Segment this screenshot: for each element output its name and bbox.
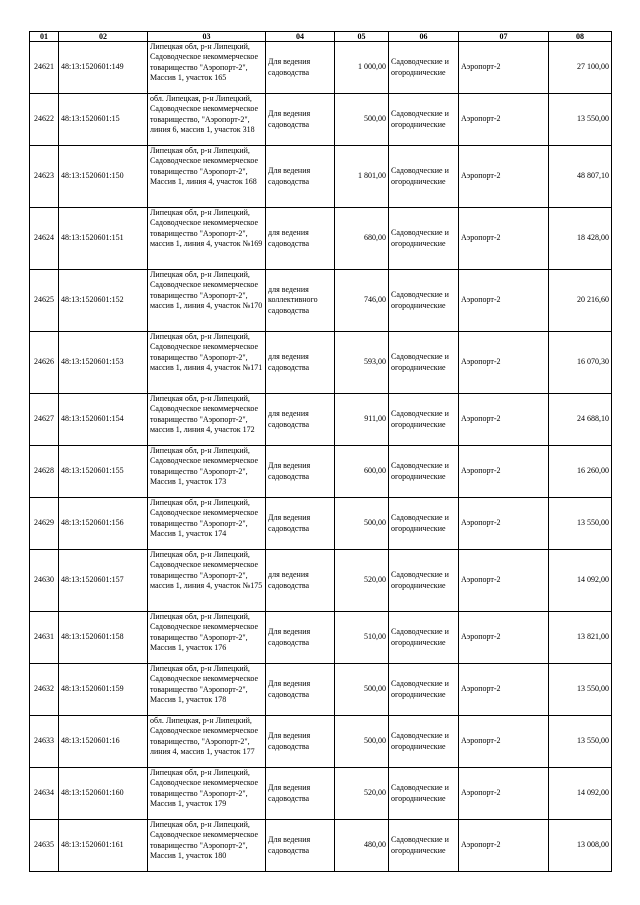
value-cell: 13 550,00 bbox=[549, 664, 612, 716]
row-number: 24621 bbox=[30, 42, 59, 94]
purpose-cell: для ведения коллективного садоводства bbox=[266, 270, 335, 332]
location-cell: Аэропорт-2 bbox=[459, 94, 549, 146]
value-cell: 13 550,00 bbox=[549, 94, 612, 146]
category-cell: Садоводческие и огороднические bbox=[389, 664, 459, 716]
address-cell: обл. Липецкая, р-н Липецкий, Садоводческое некоммерческое товарищество, "Аэропорт-2", линия 4, массив 1, участок 177 bbox=[148, 716, 266, 768]
area-cell: 1 801,00 bbox=[335, 146, 389, 208]
value-cell: 27 100,00 bbox=[549, 42, 612, 94]
row-number: 24633 bbox=[30, 716, 59, 768]
category-cell: Садоводческие и огороднические bbox=[389, 332, 459, 394]
value-cell: 16 260,00 bbox=[549, 446, 612, 498]
address-cell: Липецкая обл, р-н Липецкий, Садоводческое некоммерческое товарищество "Аэропорт-2", Массив 1, участок 180 bbox=[148, 820, 266, 872]
column-header: 07 bbox=[459, 32, 549, 42]
area-cell: 680,00 bbox=[335, 208, 389, 270]
location-cell: Аэропорт-2 bbox=[459, 498, 549, 550]
address-cell: Липецкая обл, р-н Липецкий, Садоводческое некоммерческое товарищество "Аэропорт-2", Массив 1, участок 174 bbox=[148, 498, 266, 550]
address-cell: Липецкая обл, р-н Липецкий, Садоводческое некоммерческое товарищество "Аэропорт-2", Массив 1, участок 179 bbox=[148, 768, 266, 820]
area-cell: 500,00 bbox=[335, 498, 389, 550]
purpose-cell: Для ведения садоводства bbox=[266, 664, 335, 716]
row-number: 24622 bbox=[30, 94, 59, 146]
column-header: 03 bbox=[148, 32, 266, 42]
cadastral-number: 48:13:1520601:15 bbox=[59, 94, 148, 146]
location-cell: Аэропорт-2 bbox=[459, 664, 549, 716]
table-row bbox=[30, 664, 612, 716]
column-header: 04 bbox=[266, 32, 335, 42]
area-cell: 510,00 bbox=[335, 612, 389, 664]
cadastral-number: 48:13:1520601:152 bbox=[59, 270, 148, 332]
address-cell: Липецкая обл, р-н Липецкий, Садоводческое некоммерческое товарищество "Аэропорт-2", массив 1, линия 4, участок №170 bbox=[148, 270, 266, 332]
column-header: 01 bbox=[30, 32, 59, 42]
purpose-cell: для ведения садоводства bbox=[266, 550, 335, 612]
row-number: 24635 bbox=[30, 820, 59, 872]
table-row bbox=[30, 498, 612, 550]
address-cell: Липецкая обл, р-н Липецкий, Садоводческое некоммерческое товарищество "Аэропорт-2", Массив 1, линия 4, участок 168 bbox=[148, 146, 266, 208]
address-cell: Липецкая обл, р-н Липецкий, Садоводческое некоммерческое товарищество "Аэропорт-2", массив 1, линия 4, участок 172 bbox=[148, 394, 266, 446]
category-cell: Садоводческие и огороднические bbox=[389, 612, 459, 664]
location-cell: Аэропорт-2 bbox=[459, 716, 549, 768]
category-cell: Садоводческие и огороднические bbox=[389, 550, 459, 612]
value-cell: 14 092,00 bbox=[549, 550, 612, 612]
value-cell: 13 550,00 bbox=[549, 716, 612, 768]
row-number: 24632 bbox=[30, 664, 59, 716]
table-row bbox=[30, 94, 612, 146]
category-cell: Садоводческие и огороднические bbox=[389, 270, 459, 332]
value-cell: 13 821,00 bbox=[549, 612, 612, 664]
cadastral-number: 48:13:1520601:149 bbox=[59, 42, 148, 94]
location-cell: Аэропорт-2 bbox=[459, 768, 549, 820]
value-cell: 18 428,00 bbox=[549, 208, 612, 270]
table-row bbox=[30, 42, 612, 94]
location-cell: Аэропорт-2 bbox=[459, 550, 549, 612]
category-cell: Садоводческие и огороднические bbox=[389, 146, 459, 208]
location-cell: Аэропорт-2 bbox=[459, 820, 549, 872]
table-row bbox=[30, 716, 612, 768]
table-row bbox=[30, 820, 612, 872]
location-cell: Аэропорт-2 bbox=[459, 332, 549, 394]
row-number: 24625 bbox=[30, 270, 59, 332]
row-number: 24623 bbox=[30, 146, 59, 208]
cadastral-number: 48:13:1520601:153 bbox=[59, 332, 148, 394]
value-cell: 14 092,00 bbox=[549, 768, 612, 820]
cadastral-number: 48:13:1520601:159 bbox=[59, 664, 148, 716]
column-header: 02 bbox=[59, 32, 148, 42]
table-row bbox=[30, 270, 612, 332]
area-cell: 480,00 bbox=[335, 820, 389, 872]
row-number: 24624 bbox=[30, 208, 59, 270]
row-number: 24634 bbox=[30, 768, 59, 820]
location-cell: Аэропорт-2 bbox=[459, 42, 549, 94]
area-cell: 500,00 bbox=[335, 716, 389, 768]
row-number: 24630 bbox=[30, 550, 59, 612]
location-cell: Аэропорт-2 bbox=[459, 270, 549, 332]
document-page bbox=[29, 31, 612, 872]
cadastral-number: 48:13:1520601:154 bbox=[59, 394, 148, 446]
area-cell: 593,00 bbox=[335, 332, 389, 394]
category-cell: Садоводческие и огороднические bbox=[389, 446, 459, 498]
address-cell: Липецкая обл, р-н Липецкий, Садоводческое некоммерческое товарищество "Аэропорт-2", массив 1, линия 4, участок №171 bbox=[148, 332, 266, 394]
address-cell: Липецкая обл, р-н Липецкий, Садоводческое некоммерческое товарищество "Аэропорт-2", массив 1, линия 4, участок №175 bbox=[148, 550, 266, 612]
column-header: 05 bbox=[335, 32, 389, 42]
area-cell: 520,00 bbox=[335, 768, 389, 820]
purpose-cell: для ведения садоводства bbox=[266, 208, 335, 270]
area-cell: 911,00 bbox=[335, 394, 389, 446]
value-cell: 20 216,60 bbox=[549, 270, 612, 332]
header-row bbox=[30, 32, 612, 42]
cadastral-number: 48:13:1520601:157 bbox=[59, 550, 148, 612]
purpose-cell: Для ведения садоводства bbox=[266, 146, 335, 208]
table-row bbox=[30, 768, 612, 820]
location-cell: Аэропорт-2 bbox=[459, 208, 549, 270]
cadastral-number: 48:13:1520601:156 bbox=[59, 498, 148, 550]
purpose-cell: Для ведения садоводства bbox=[266, 820, 335, 872]
address-cell: Липецкая обл, р-н Липецкий, Садоводческое некоммерческое товарищество "Аэропорт-2", Массив 1, участок 176 bbox=[148, 612, 266, 664]
area-cell: 520,00 bbox=[335, 550, 389, 612]
category-cell: Садоводческие и огороднические bbox=[389, 208, 459, 270]
address-cell: Липецкая обл, р-н Липецкий, Садоводческое некоммерческое товарищество "Аэропорт-2", Массив 1, участок 173 bbox=[148, 446, 266, 498]
table-row bbox=[30, 332, 612, 394]
value-cell: 16 070,30 bbox=[549, 332, 612, 394]
category-cell: Садоводческие и огороднические bbox=[389, 42, 459, 94]
value-cell: 13 008,00 bbox=[549, 820, 612, 872]
address-cell: обл. Липецкая, р-н Липецкий, Садоводческое некоммерческое товарищество, "Аэропорт-2", линия 6, массив 1, участок 318 bbox=[148, 94, 266, 146]
column-header: 06 bbox=[389, 32, 459, 42]
category-cell: Садоводческие и огороднические bbox=[389, 716, 459, 768]
purpose-cell: для ведения садоводства bbox=[266, 332, 335, 394]
cadastral-number: 48:13:1520601:155 bbox=[59, 446, 148, 498]
row-number: 24627 bbox=[30, 394, 59, 446]
cadastral-number: 48:13:1520601:161 bbox=[59, 820, 148, 872]
table-row bbox=[30, 446, 612, 498]
row-number: 24631 bbox=[30, 612, 59, 664]
category-cell: Садоводческие и огороднические bbox=[389, 394, 459, 446]
value-cell: 24 688,10 bbox=[549, 394, 612, 446]
cadastral-number: 48:13:1520601:158 bbox=[59, 612, 148, 664]
value-cell: 13 550,00 bbox=[549, 498, 612, 550]
category-cell: Садоводческие и огороднические bbox=[389, 94, 459, 146]
category-cell: Садоводческие и огороднические bbox=[389, 768, 459, 820]
area-cell: 500,00 bbox=[335, 94, 389, 146]
purpose-cell: Для ведения садоводства bbox=[266, 498, 335, 550]
address-cell: Липецкая обл, р-н Липецкий, Садоводческое некоммерческое товарищество "Аэропорт-2", Массив 1, участок 178 bbox=[148, 664, 266, 716]
purpose-cell: Для ведения садоводства bbox=[266, 446, 335, 498]
row-number: 24629 bbox=[30, 498, 59, 550]
area-cell: 1 000,00 bbox=[335, 42, 389, 94]
cadastral-number: 48:13:1520601:151 bbox=[59, 208, 148, 270]
row-number: 24628 bbox=[30, 446, 59, 498]
address-cell: Липецкая обл, р-н Липецкий, Садоводческое некоммерческое товарищество "Аэропорт-2", Массив 1, участок 165 bbox=[148, 42, 266, 94]
purpose-cell: Для ведения садоводства bbox=[266, 42, 335, 94]
cadastral-number: 48:13:1520601:160 bbox=[59, 768, 148, 820]
table-row bbox=[30, 550, 612, 612]
location-cell: Аэропорт-2 bbox=[459, 612, 549, 664]
area-cell: 500,00 bbox=[335, 664, 389, 716]
location-cell: Аэропорт-2 bbox=[459, 146, 549, 208]
column-header: 08 bbox=[549, 32, 612, 42]
land-plots-table bbox=[29, 31, 612, 872]
category-cell: Садоводческие и огороднические bbox=[389, 820, 459, 872]
cadastral-number: 48:13:1520601:16 bbox=[59, 716, 148, 768]
value-cell: 48 807,10 bbox=[549, 146, 612, 208]
table-row bbox=[30, 146, 612, 208]
purpose-cell: Для ведения садоводства bbox=[266, 768, 335, 820]
area-cell: 600,00 bbox=[335, 446, 389, 498]
location-cell: Аэропорт-2 bbox=[459, 446, 549, 498]
table-row bbox=[30, 208, 612, 270]
purpose-cell: Для ведения садоводства bbox=[266, 716, 335, 768]
purpose-cell: Для ведения садоводства bbox=[266, 612, 335, 664]
purpose-cell: для ведения садоводства bbox=[266, 394, 335, 446]
location-cell: Аэропорт-2 bbox=[459, 394, 549, 446]
area-cell: 746,00 bbox=[335, 270, 389, 332]
table-row bbox=[30, 394, 612, 446]
category-cell: Садоводческие и огороднические bbox=[389, 498, 459, 550]
row-number: 24626 bbox=[30, 332, 59, 394]
purpose-cell: Для ведения садоводства bbox=[266, 94, 335, 146]
table-row bbox=[30, 612, 612, 664]
address-cell: Липецкая обл, р-н Липецкий, Садоводческое некоммерческое товарищество "Аэропорт-2", массив 1, линия 4, участок №169 bbox=[148, 208, 266, 270]
cadastral-number: 48:13:1520601:150 bbox=[59, 146, 148, 208]
